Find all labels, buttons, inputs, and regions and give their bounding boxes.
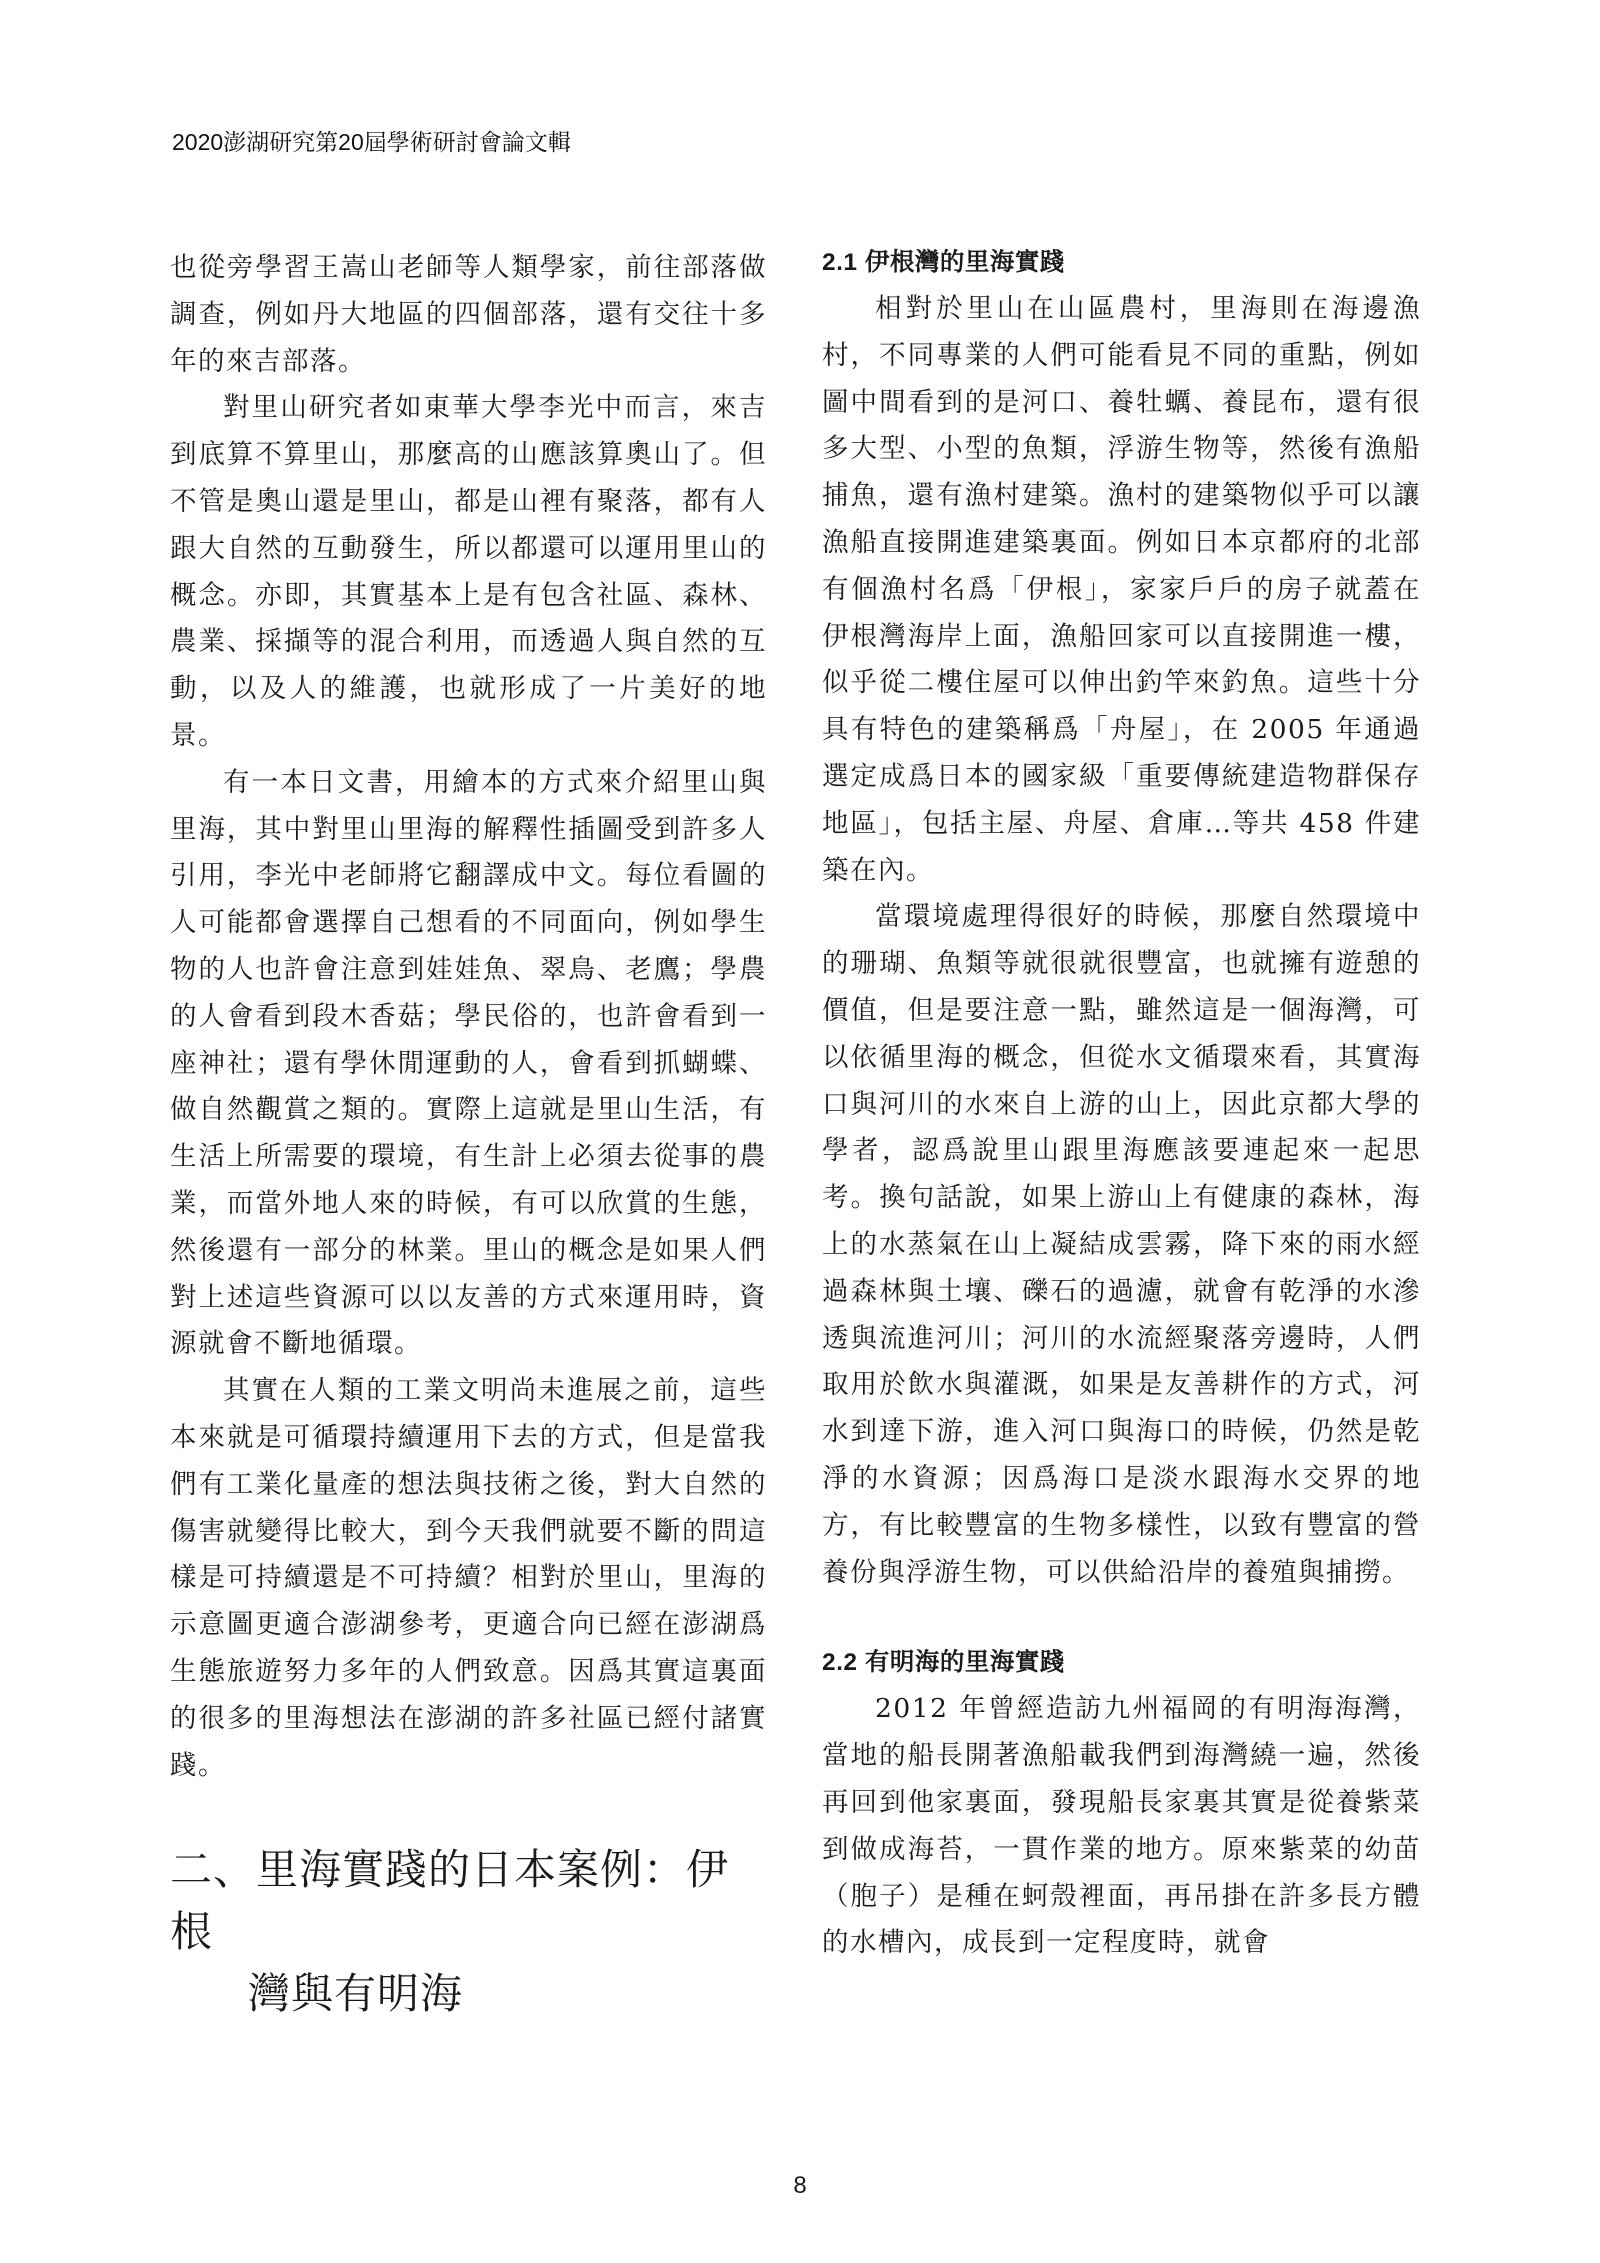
- section-title-line2: 灣與有明海: [248, 1969, 464, 2019]
- subsection-heading-2-1: 2.1 伊根灣的里海實踐: [822, 249, 1065, 276]
- paragraph: 相對於里山在山區農村，里海則在海邊漁村，不同專業的人們可能看見不同的重點，例如圖中間看到的是河口、養牡蠣、養昆布，還有很多大型、小型的魚類，浮游生物等，然後有漁船捕魚，還有漁村建築。漁村的建築物似乎可以讓漁船直接開進建築裏面。例如日本京都府的北部有個漁村名爲「伊根」，家家戶戶的房子就蓋在伊根灣海岸上面，漁船回家可以直接開進一樓，似乎從二樓住屋可以伸出釣竿來釣魚。這些十分具有特色的建築稱爲「舟屋」，在 2005 年通過選定成爲日本的國家級「重要傳統建造物群保存地區」，包括主屋、舟屋、倉庫…等共 458 件建築在內。: [822, 293, 1421, 886]
- paragraph: 當環境處理得很好的時候，那麼自然環境中的珊瑚、魚類等就很就很豐富，也就擁有遊憩的價值，但是要注意一點，雖然這是一個海灣，可以依循里海的概念，但從水文循環來看，其實海口與河川的水來自上游的山上，因此京都大學的學者，認爲說里山跟里海應該要連起來一起思考。換句話說，如果上游山上有健康的森林，海上的水蒸氣在山上凝結成雲霧，降下來的雨水經過森林與土壤、礫石的過濾，就會有乾淨的水滲透與流進河川；河川的水流經聚落旁邊時，人們取用於飲水與灌溉，如果是友善耕作的方式，河水到達下游，進入河口與海口的時候，仍然是乾淨的水資源；因爲海口是淡水跟海水交界的地方，有比較豐富的生物多樣性，以致有豐富的營養份與浮游生物，可以供給沿岸的養殖與捕撈。: [822, 901, 1421, 1588]
- right-column: [822, 244, 1421, 1967]
- section-title-line1: 里海實踐的日本案例：伊根: [170, 1845, 730, 1957]
- paragraph: 其實在人類的工業文明尚未進展之前，這些本來就是可循環持續運用下去的方式，但是當我們有工業化量產的想法與技術之後，對大自然的傷害就變得比較大，到今天我們就要不斷的問這樣是可持續還是不可持續？相對於里山，里海的示意圖更適合澎湖參考，更適合向已經在澎湖爲生態旅遊努力多年的人們致意。因爲其實這裏面的很多的里海想法在澎湖的許多社區已經付諸實踐。: [170, 1375, 767, 1781]
- subsection-heading-2-2: 2.2 有明海的里海實踐: [822, 1649, 1065, 1677]
- section-heading: [170, 1839, 767, 2025]
- page-number: 8: [793, 2172, 807, 2199]
- running-header: 2020澎湖研究第20屆學術研討會論文輯: [172, 129, 571, 155]
- paragraph: 有一本日文書，用繪本的方式來介紹里山與里海，其中對里山里海的解釋性插圖受到許多人引用，李光中老師將它翻譯成中文。每位看圖的人可能都會選擇自己想看的不同面向，例如學生物的人也許會注意到娃娃魚、翠鳥、老鷹；學農的人會看到段木香菇；學民俗的，也許會看到一座神社；還有學休閒運動的人，會看到抓蝴蝶、做自然觀賞之類的。實際上這就是里山生活，有生活上所需要的環境，有生計上必須去從事的農業，而當外地人來的時候，有可以欣賞的生態，然後還有一部分的林業。里山的概念是如果人們對上述這些資源可以以友善的方式來運用時，資源就會不斷地循環。: [170, 766, 767, 1360]
- left-column: [170, 245, 767, 2025]
- section-number: 二、: [170, 1845, 257, 1895]
- paragraph: 2012 年曾經造訪九州福岡的有明海海灣，當地的船長開著漁船載我們到海灣繞一遍，然後再回到他家裏面，發現船長家裏其實是從養紫菜到做成海苔，一貫作業的地方。原來紫菜的幼苗（胞子）是種在蚵殼裡面，再吊掛在許多長方體的水槽內，成長到一定程度時，就會: [822, 1693, 1421, 1959]
- paragraph: 對里山研究者如東華大學李光中而言，來吉到底算不算里山，那麼高的山應該算奧山了。但不管是奧山還是里山，都是山裡有聚落，都有人跟大自然的互動發生，所以都還可以運用里山的概念。亦即，其實基本上是有包含社區、森林、農業、採擷等的混合利用，而透過人與自然的互動，以及人的維護，也就形成了一片美好的地景。: [170, 392, 767, 751]
- paragraph: 也從旁學習王嵩山老師等人類學家，前往部落做調查，例如丹大地區的四個部落，還有交往十多年的來吉部落。: [170, 252, 767, 377]
